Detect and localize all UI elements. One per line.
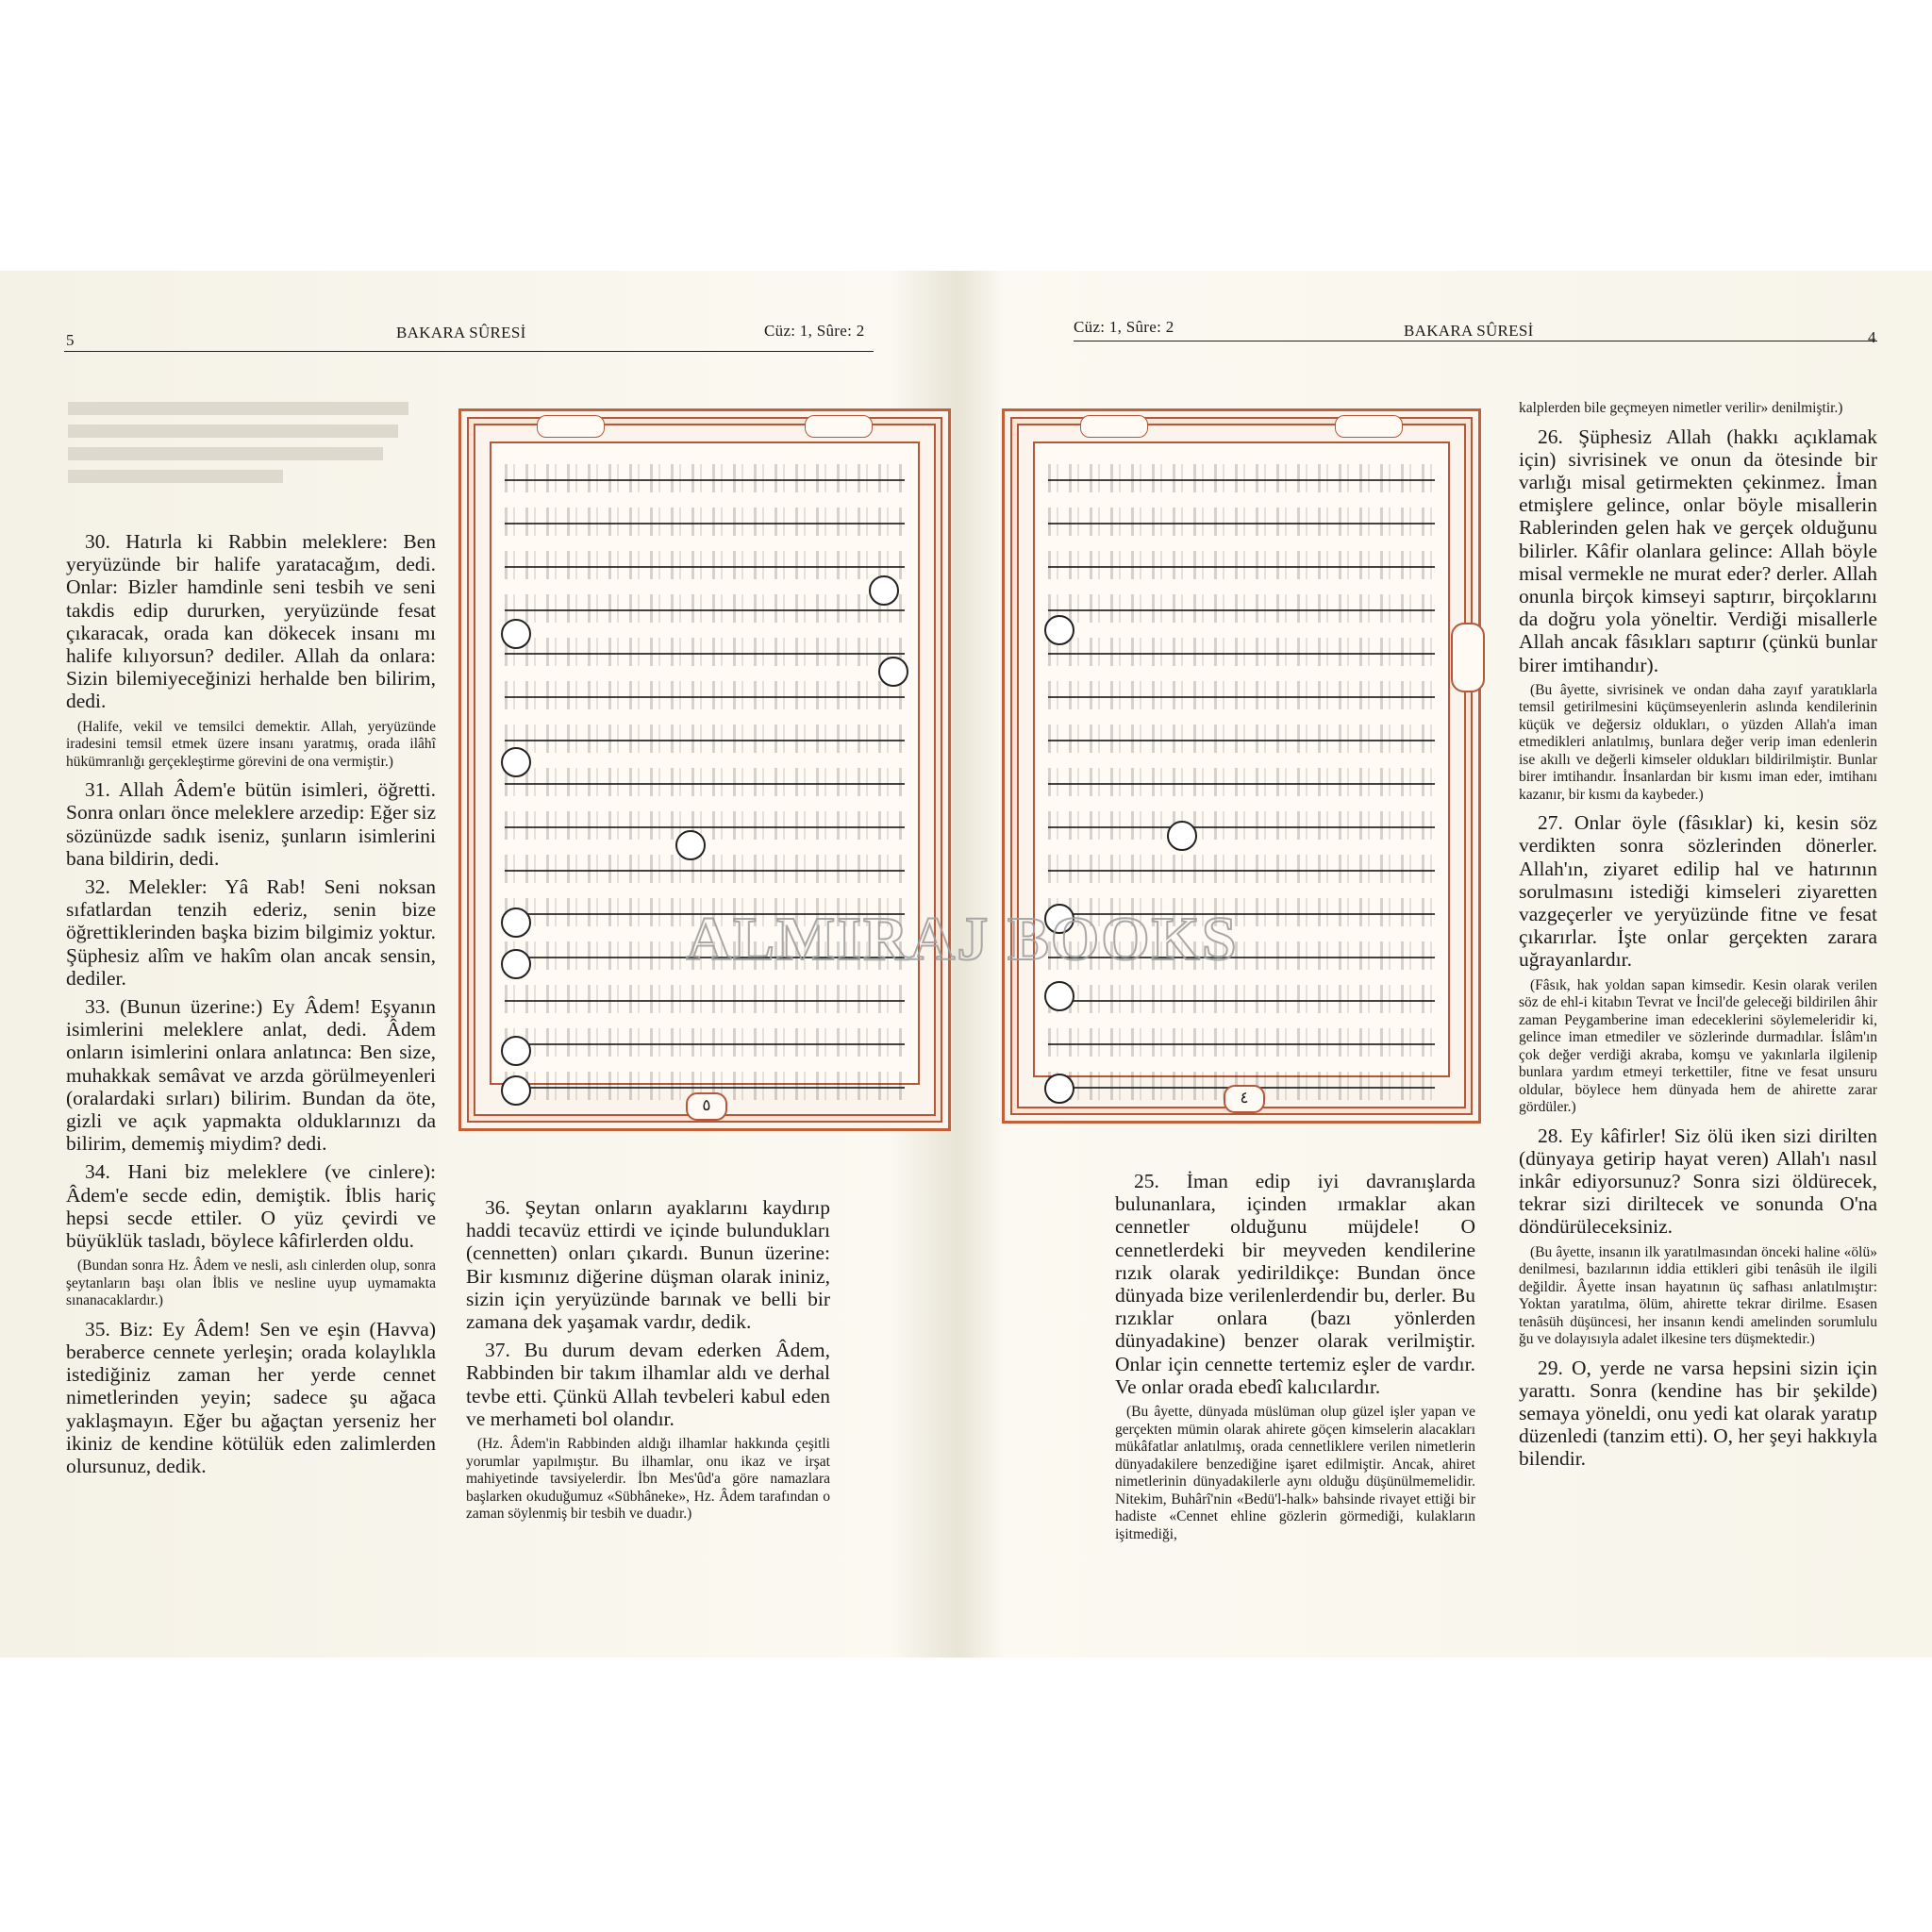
left-arabic-text-area bbox=[490, 441, 920, 1085]
left-mushaf-frame bbox=[458, 408, 951, 1131]
commentary-note: kalplerden bile geçmeyen nimetler verilir» denilmiştir.) bbox=[1519, 400, 1843, 416]
verse-paragraph: 32. Melekler: Yâ Rab! Seni noksan sıfatlardan tenzih ederiz, senin bize öğrettiklerinden başka bizim bilgimiz yoktur. Şüphesiz alîm ve hakîm olan ancak sensin, dediler. bbox=[66, 874, 436, 990]
ayah-marker-icon bbox=[501, 747, 531, 777]
commentary-note: (Bu âyette, insanın ilk yaratılmasından önceki haline «ölü» denilmesi, bazılarının iddia ettikleri gibi tenâsüh ile ilgili değildir. Âyette insan hayatının üç safhası anlatılmıştır: Yoktan yaratılma, ölüm, ahirette tekrar dirilme. Esasen tenâsüh düşüncesi, her insanın kendi amelinden sorumlulu ğu ve dolayısıyla adalet ilkesine ters düşmektedir.) bbox=[1519, 1243, 1877, 1348]
verse-paragraph: 25. İman edip iyi davranışlarda bulunanlara, içinden ırmaklar akan cennetler olduğunu müjdele! O cennetlerdeki bir meyveden kendilerine rızık olarak yedirildikçe: Bundan önce dünyada bize verilenlerdendir bu, derler. Bu rızıklar onlara (bazı yönlerden dünyadakine) benzer olarak verilmiştir. Onlar için cennette tertemiz eşler de vardır. Ve onlar orada ebedî kalıcılardır. bbox=[1115, 1170, 1475, 1398]
verse-paragraph: 28. Ey kâfirler! Siz ölü iken sizi dirilten (dünyaya getirip hayat veren) Allah'ı nasıl inkâr ediyorsunuz? Sonra sizi öldürecek, tekrar sizi diriltecek ve sonunda O'na döndürüleceksiniz. bbox=[1519, 1124, 1877, 1239]
ayah-marker-icon bbox=[1044, 1074, 1074, 1104]
ayah-marker-icon bbox=[501, 908, 531, 938]
right-juz-ref: Cüz: 1, Sûre: 2 bbox=[1074, 318, 1174, 336]
surah-name-cartouche bbox=[537, 415, 605, 438]
ayah-marker-icon bbox=[675, 830, 706, 860]
left-mushaf-page-number: ٥ bbox=[686, 1092, 727, 1121]
ayah-marker-icon bbox=[1044, 615, 1074, 645]
right-page-column-1 bbox=[1115, 1170, 1475, 1551]
left-page-number: 5 bbox=[66, 331, 75, 349]
commentary-note: (Hz. Âdem'in Rabbinden aldığı ilhamlar hakkında çeşitli yorumlar yapılmıştır. Bu ilhamlar, onu ikaz ve irşat mahiyetinde tavsiyelerdir. İbn Mes'ûd'a göre namazlara başlarken okuduğumuz «Sübhâneke», Hz. Âdem tarafından o zaman söylenmiş bir tesbih ve duadır.) bbox=[466, 1436, 830, 1523]
ayah-marker-icon bbox=[878, 657, 908, 687]
left-page-column-1 bbox=[66, 530, 436, 1483]
verse-paragraph: 29. O, yerde ne varsa hepsini sizin için yarattı. Sonra (kendine has bir şekilde) semaya yöneldi, onu yedi kat olarak yaratıp düzenledi (tanzim etti). O, her şeyi hakkıyla bilendir. bbox=[1519, 1356, 1877, 1471]
right-page-number: 4 bbox=[1868, 328, 1876, 346]
commentary-note: (Halife, vekil ve temsilci demektir. Allah, yeryüzünde iradesini temsil etmek üzere insanı yaratmış, orada ilâhî hükümranlığı gerçekleştirme görevini de ona vermiştir.) bbox=[66, 718, 436, 770]
hizb-marker bbox=[1451, 623, 1485, 692]
left-page-column-2 bbox=[466, 1196, 830, 1531]
right-mushaf-frame bbox=[1002, 408, 1481, 1124]
commentary-note: (Bundan sonra Hz. Âdem ve nesli, aslı cinlerden olup, sonra şeytanların başı olan İblis ve nesline uyup uymamakta sınanacaklardır.) bbox=[66, 1257, 436, 1309]
ayah-marker-icon bbox=[869, 575, 899, 606]
ayah-marker-icon bbox=[501, 619, 531, 649]
commentary-note: (Fâsık, hak yoldan sapan kimsedir. Kesin olarak verilen söz de ehl-i kitabın Tevrat ve İncil'de geleceği bildirilen âhir zaman Peygamberine iman edeceklerini söylemeleridir ki, gelince iman etmediler ve sözlerinde durmadılar. İslâm'ın çok değer verdiği akraba, komşu ve yakınlarla ilgilenip bunlara yardım etmeyi terkettiler, fitne ve fesat unsuru oldular, böylece hem dünyada hem de ahirette zarar gördüler.) bbox=[1519, 976, 1877, 1116]
commentary-note: (Bu âyette, dünyada müslüman olup güzel işler yapan ve gerçekten mümin olarak ahirete göçen kimselerin alacakları mükâfatlar anlatılmış, orada cennetliklere verilen nimetlerin dünyadakilere benzediğine işaret edilmiştir. Ancak, ahiret nimetlerinin dünyadakilerle aynı olduğu düşünülmemelidir. Nitekim, Buhârî'nin «Bedü'l-halk» bahsinde rivayet ettiği bir hadiste «Cennet ehline gözlerin görmediği, kulakların işitmediği, bbox=[1115, 1404, 1475, 1542]
show-through-text bbox=[68, 396, 426, 519]
right-arabic-text-area bbox=[1033, 441, 1450, 1077]
verse-paragraph: 33. (Bunun üzerine:) Ey Âdem! Eşyanın isimlerini meleklere anlat, dedi. Âdem onların isimlerini onlara anlatınca: Ben size, muhakkak semâvat ve arzda görülmeyenleri (oralardaki sırları) bilirim. Bundan da öte, gizli ve açık yapmakta olduklarınızı da bilirim, dememiş miydim? dedi. bbox=[66, 994, 436, 1156]
verse-paragraph: 30. Hatırla ki Rabbin meleklere: Ben yeryüzünde bir halife yaratacağım, dedi. Onlar: Bizler hamdinle seni tesbih ve seni takdis edip dururken, yeryüzünde fesat çıkaracak, orada kan dökecek insanı mı halife kılıyorsun? dediler. Allah da onlara: Sizin bilemiyeceğinizi herhalde ben bilirim, dedi. bbox=[66, 530, 436, 713]
verse-paragraph: 35. Biz: Ey Âdem! Sen ve eşin (Havva) beraberce cennete yerleşin; orada kolaylıkla istediğiniz zaman her yerde cennet nimetlerinden yeyin; sadece şu ağaca yaklaşmayın. Eğer bu ağaçtan yerseniz her ikiniz de kendine kötülük eden zalimlerden olursunuz, dedik. bbox=[66, 1317, 436, 1477]
verse-paragraph: 27. Onlar öyle (fâsıklar) ki, kesin söz verdikten sonra sözlerinden dönerler. Allah'ın, ziyaret edilip hal ve hatırının sorulmasını istediği kimseleri ziyaretten vazgeçerler ve yeryüzünde fitne ve fesat çıkarırlar. İşte onlar gerçekten zarara uğrayanlardır. bbox=[1519, 811, 1877, 972]
juz-name-cartouche bbox=[1335, 415, 1403, 438]
left-juz-ref: Cüz: 1, Sûre: 2 bbox=[764, 322, 865, 340]
ayah-marker-icon bbox=[1167, 821, 1197, 851]
right-surah-title: BAKARA SÛRESİ bbox=[1404, 322, 1534, 340]
juz-name-cartouche bbox=[805, 415, 873, 438]
ayah-marker-icon bbox=[501, 949, 531, 979]
ayah-marker-icon bbox=[1044, 981, 1074, 1011]
verse-paragraph: 37. Bu durum devam ederken Âdem, Rabbinden bir takım ilhamlar aldı ve derhal tevbe etti. Çünkü Allah tevbeleri kabul eden ve merhameti bol olandır. bbox=[466, 1339, 830, 1430]
ayah-marker-icon bbox=[501, 1075, 531, 1106]
right-mushaf-page-number: ٤ bbox=[1224, 1085, 1265, 1113]
verse-paragraph: 34. Hani biz meleklere (ve cinlere): Âdem'e secde edin, demiştik. İblis hariç hepsi secde ettiler. O yüz çevirdi ve büyüklük tasladı, böylece kâfirlerden oldu. bbox=[66, 1160, 436, 1252]
right-page-column-2 bbox=[1519, 394, 1877, 1476]
ayah-marker-icon bbox=[501, 1036, 531, 1066]
surah-name-cartouche bbox=[1080, 415, 1148, 438]
watermark: ALMIRAJ BOOKS bbox=[686, 905, 1239, 974]
commentary-note: (Bu âyette, sivrisinek ve ondan daha zayıf yaratıklarla temsil getirilmesini küçümseyenlerin aslında kendilerinin küçük ve değersiz oldukları, o yüzden Allah'a iman etmedikleri anlatılmış, bunlara değer verip iman edenlerin ise akıllı ve değerli kimseler oldukları bildirilmiştir. Bunlar birer imtihandır. İnsanlardan bir kısmı iman eder, imtihanı kazanır, bir kısmı da kaybeder.) bbox=[1519, 681, 1877, 803]
left-header-rule bbox=[64, 351, 874, 352]
left-surah-title: BAKARA SÛRESİ bbox=[396, 324, 526, 341]
verse-paragraph: 26. Şüphesiz Allah (hakkı açıklamak için) sivrisinek ve onun da ötesinde bir varlığı misal getirmekten çekinmez. İman etmişlere gelince, onlar böyle misallerin Rablerinden gelen hak ve gerçek olduğunu bilirler. Kâfir olanlara gelince: Allah böyle misal vermekle ne murat eder? derler. Allah onunla birçok kimseyi saptırır, birçoklarını da doğru yola yöneltir. Verdiği misallerle Allah ancak fâsıkları saptırır (çünkü bunlar birer imtihandır). bbox=[1519, 425, 1877, 676]
verse-paragraph: 36. Şeytan onların ayaklarını kaydırıp haddi tecavüz ettirdi ve içinde bulundukları (cennetten) onları çıkardı. Bunun üzerine: Bir kısmınız diğerine düşman olarak ininiz, sizin için yeryüzünde barınak ve belli bir zamana dek yaşamak vardır, dedik. bbox=[466, 1196, 830, 1334]
verse-paragraph: 31. Allah Âdem'e bütün isimleri, öğretti. Sonra onları önce meleklere arzedip: Eğer siz sözünüzde sadık iseniz, şunların isimlerini bana bildirin, dedi. bbox=[66, 778, 436, 870]
